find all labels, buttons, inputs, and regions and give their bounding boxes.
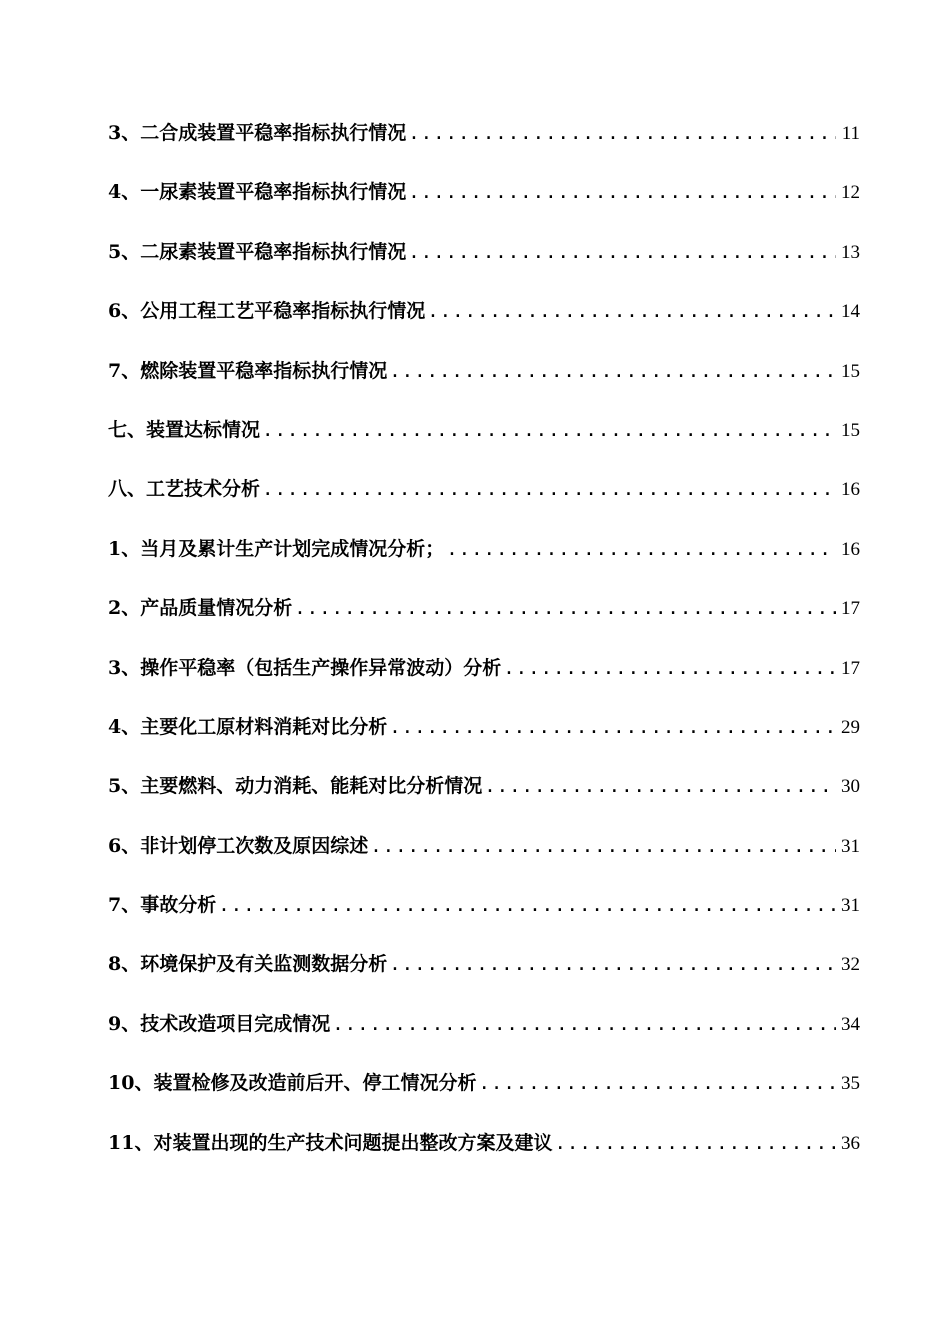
toc-entry-title: 6、公用工程工艺平稳率指标执行情况 <box>108 300 426 323</box>
toc-entry-title: 3、二合成装置平稳率指标执行情况 <box>108 122 407 144</box>
toc-leader-dots <box>408 173 836 211</box>
toc-entry-title: 10、装置检修及改造前后开、停工情况分析 <box>108 1072 477 1095</box>
toc-entry-page: 16 <box>841 479 860 501</box>
toc-entry[interactable] <box>108 1064 860 1123</box>
toc-entry-page: 17 <box>841 598 860 620</box>
toc-entry-title: 4、主要化工原材料消耗对比分析 <box>108 715 388 738</box>
toc-entry-page: 16 <box>841 538 860 560</box>
toc-entry-title: 7、燃除装置平稳率指标执行情况 <box>108 359 388 382</box>
toc-entry[interactable] <box>108 827 860 886</box>
toc-entry[interactable] <box>108 292 860 351</box>
toc-leader-dots <box>484 767 836 805</box>
toc-leader-dots <box>478 1064 836 1102</box>
toc-leader-dots <box>389 945 836 983</box>
toc-entry[interactable] <box>108 589 860 648</box>
toc-leader-dots <box>503 649 836 687</box>
toc-entry-title: 6、非计划停工次数及原因综述 <box>108 834 369 857</box>
toc-leader-dots <box>446 530 836 568</box>
toc-leader-dots <box>262 470 836 508</box>
toc-entry-title: 八、工艺技术分析 <box>108 478 261 501</box>
toc-entry[interactable] <box>108 1005 860 1064</box>
toc-entry-page: 30 <box>841 776 860 798</box>
toc-leader-dots <box>408 114 836 152</box>
toc-leader-dots <box>389 708 836 746</box>
toc-leader-dots <box>370 827 836 865</box>
toc-entry-title: 1、当月及累计生产计划完成情况分析； <box>108 537 445 560</box>
toc-entry-page: 32 <box>841 954 860 976</box>
toc-entry-page: 36 <box>841 1132 860 1154</box>
toc-entry-page: 13 <box>841 241 860 263</box>
toc-entry[interactable] <box>108 649 860 708</box>
toc-entry-title: 7、事故分析 <box>108 894 217 917</box>
toc-entry-page: 31 <box>841 895 860 917</box>
toc-leader-dots <box>294 589 836 627</box>
toc-entry-title: 11、对装置出现的生产技术问题提出整改方案及建议 <box>108 1131 553 1154</box>
toc-entry-title: 5、主要燃料、动力消耗、能耗对比分析情况 <box>108 775 483 798</box>
toc-entry-title: 5、二尿素装置平稳率指标执行情况 <box>108 240 407 263</box>
toc-entry-page: 15 <box>841 360 860 382</box>
table-of-contents <box>108 114 860 1183</box>
toc-leader-dots <box>262 411 836 449</box>
toc-entry[interactable] <box>108 411 860 470</box>
toc-leader-dots <box>389 352 836 390</box>
toc-leader-dots <box>427 292 836 330</box>
toc-entry[interactable] <box>108 470 860 529</box>
toc-leader-dots <box>218 886 836 924</box>
toc-entry-page: 34 <box>841 1013 860 1035</box>
toc-leader-dots <box>408 233 836 271</box>
toc-entry[interactable] <box>108 114 860 173</box>
toc-entry-page: 15 <box>841 419 860 441</box>
toc-entry-page: 11 <box>841 123 860 144</box>
toc-entry-title: 3、操作平稳率（包括生产操作异常波动）分析 <box>108 656 502 679</box>
toc-entry-title: 七、装置达标情况 <box>108 418 261 441</box>
toc-entry-title: 9、技术改造项目完成情况 <box>108 1012 331 1035</box>
toc-entry-page: 17 <box>841 657 860 679</box>
toc-entry[interactable] <box>108 708 860 767</box>
toc-entry[interactable] <box>108 233 860 292</box>
toc-entry[interactable] <box>108 886 860 945</box>
toc-entry[interactable] <box>108 173 860 232</box>
toc-entry[interactable] <box>108 767 860 826</box>
toc-entry-page: 35 <box>841 1073 860 1095</box>
toc-entry-page: 29 <box>841 716 860 738</box>
toc-entry[interactable] <box>108 945 860 1004</box>
toc-entry[interactable] <box>108 1124 860 1183</box>
toc-entry-title: 4、一尿素装置平稳率指标执行情况 <box>108 181 407 204</box>
toc-entry[interactable] <box>108 530 860 589</box>
toc-entry-page: 12 <box>841 182 860 204</box>
toc-leader-dots <box>554 1124 836 1162</box>
toc-leader-dots <box>332 1005 836 1043</box>
toc-entry[interactable] <box>108 352 860 411</box>
toc-entry-title: 8、环境保护及有关监测数据分析 <box>108 953 388 976</box>
toc-entry-page: 14 <box>841 301 860 323</box>
toc-entry-page: 31 <box>841 835 860 857</box>
toc-entry-title: 2、产品质量情况分析 <box>108 597 293 620</box>
